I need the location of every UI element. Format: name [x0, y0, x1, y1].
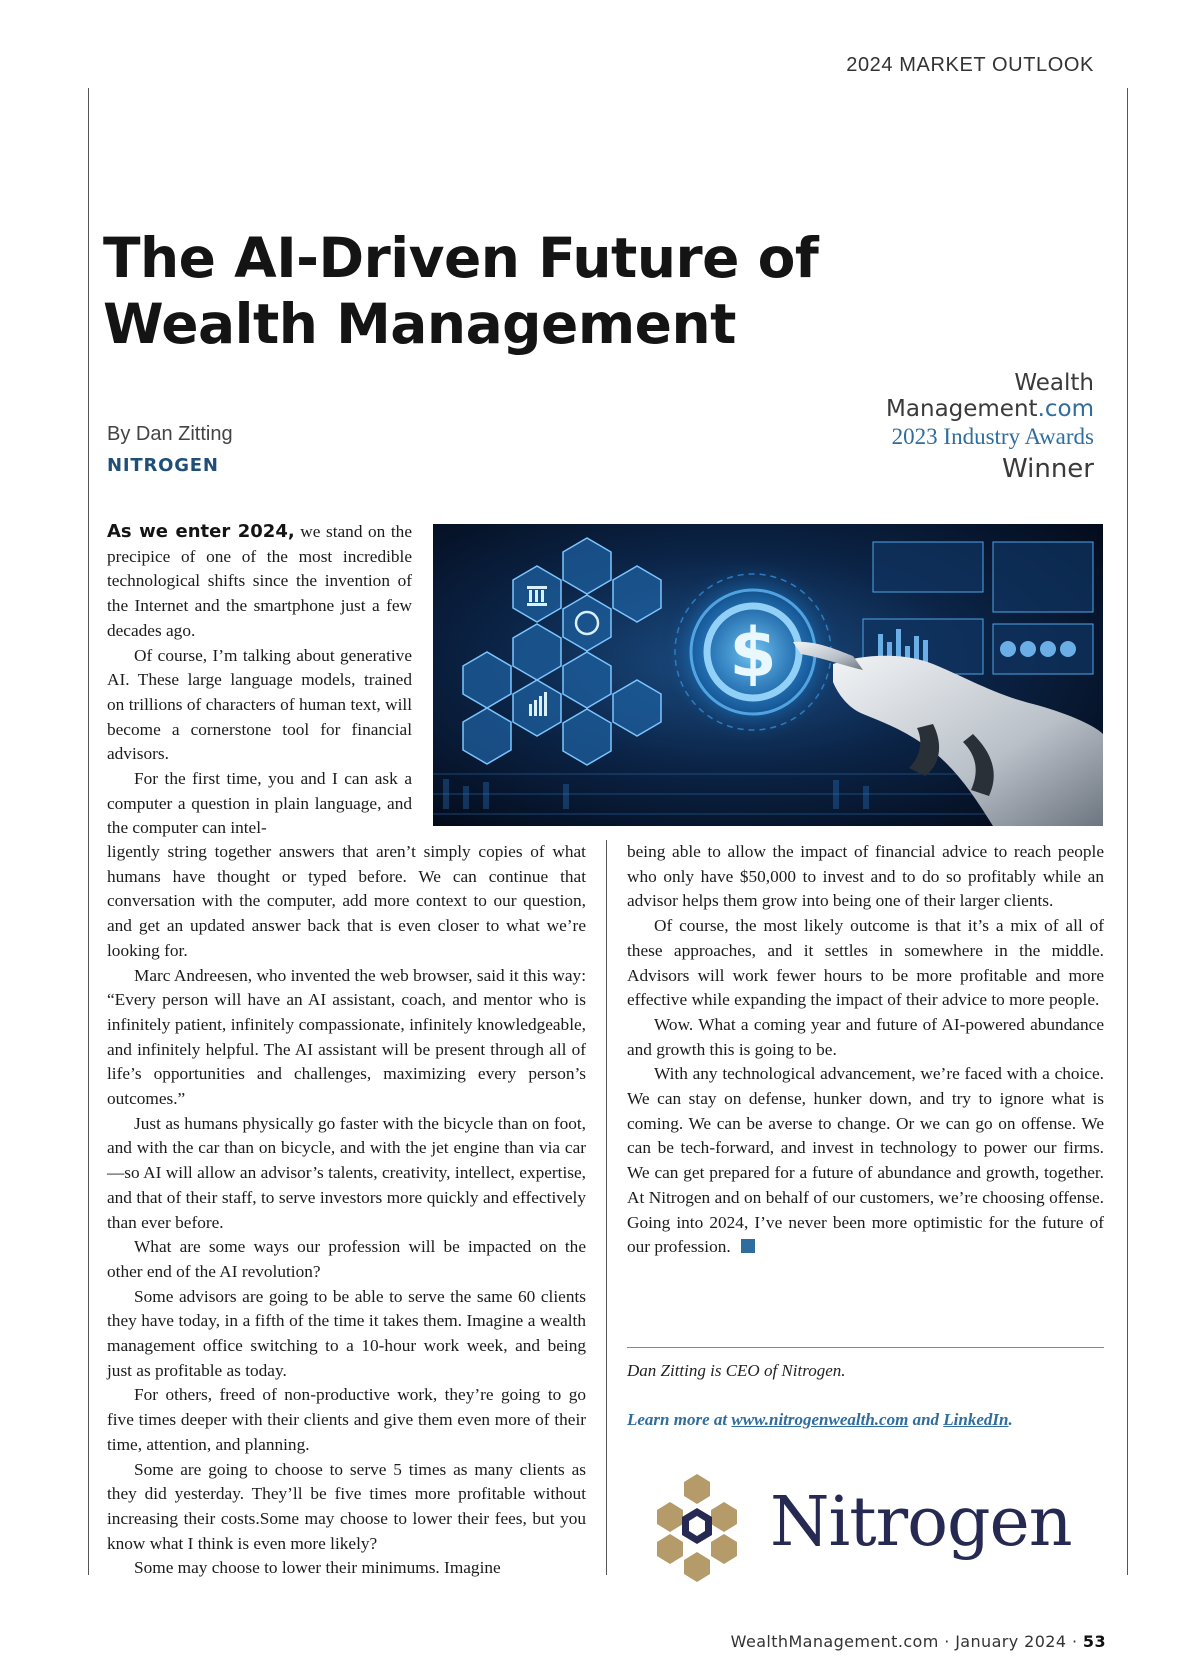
body-paragraph: Wow. What a coming year and future of AI-powered abundance and growth this is going to be.: [627, 1014, 1104, 1059]
award-line-4: Winner: [1001, 454, 1094, 484]
award-line-2: Management.com: [886, 396, 1094, 422]
body-paragraph: Marc Andreesen, who invented the web browser, said it this way: “Every person will have an AI assistant, coach, and mentor who is infinitely patient, infinitely compassionate, infinitely knowledgeable, and infinitely helpful. The AI assistant will be present through all of life’s opportunities and challenges, maximizing every person’s outcomes.”: [107, 965, 586, 1109]
body-paragraph: Some are going to choose to serve 5 times as many clients as they did yesterday. They’ll be five times more profitable without increasing their costs.Some may choose to lower their fees, but you know what I think is even more likely?: [107, 1459, 586, 1553]
body-paragraph: Some advisors are going to be able to serve the same 60 clients they have today, in a fifth of the time it takes them. Imagine a wealth management office switching to a 10-hour work week, and being just as profitable as today.: [107, 1286, 586, 1380]
body-paragraph: For others, freed of non-productive work, they’re going to go five times deeper with their clients and give them even more of their time, attention, and planning.: [107, 1385, 586, 1454]
award-line-1: Wealth: [1014, 370, 1094, 396]
page-number: 53: [1082, 1632, 1106, 1651]
linkedin-link[interactable]: LinkedIn: [943, 1410, 1009, 1429]
column-divider: [606, 840, 607, 1575]
body-paragraph: Some may choose to lower their minimums. Imagine: [134, 1558, 501, 1578]
nitrogen-wordmark: Nitrogen: [770, 1483, 1072, 1562]
ai-robot-hand-dollar-image: [433, 524, 1103, 826]
left-margin-rule: [88, 88, 89, 1575]
lead-in: As we enter 2024,: [107, 521, 295, 542]
author-company: NITROGEN: [107, 455, 219, 476]
body-paragraph: Of course, the most likely outcome is that it’s a mix of all of these approaches, and it settles in somewhere in the middle. Advisors will work fewer hours to be more profitable and more effective while expanding the impact of their advice to more people.: [627, 916, 1104, 1010]
body-paragraph: What are some ways our profession will be impacted on the other end of the AI revolution?: [107, 1237, 586, 1281]
page-footer: WealthManagement.com · January 2024 · 53: [730, 1632, 1106, 1651]
body-paragraph: being able to allow the impact of financial advice to reach people who only have $50,000 to invest and to do so profitably while an advisor helps them grow into being one of their larger clients.: [627, 842, 1104, 911]
byline: By Dan Zitting: [107, 423, 233, 445]
body-paragraph: Just as humans physically go faster with the bicycle than on foot, and with the car than on bicycle, and with the jet engine than via car—so AI will allow an advisor’s talents, creativity, intellect, expertise, and that of their staff, to serve investors more quickly and effectively than ever before.: [107, 1113, 586, 1232]
right-column: [627, 840, 1104, 1260]
right-margin-rule: [1127, 88, 1128, 1575]
author-divider: [627, 1347, 1104, 1348]
dollar-symbol: $: [729, 614, 777, 693]
section-label: 2024 MARKET OUTLOOK: [846, 54, 1094, 76]
end-of-article-mark: [741, 1239, 755, 1253]
award-badge: [886, 370, 1094, 486]
learn-more-line: Learn more at www.nitrogenwealth.com and LinkedIn.: [627, 1410, 1013, 1429]
title-line-1: The AI-Driven Future of: [103, 226, 819, 290]
nitrogen-website-link[interactable]: www.nitrogenwealth.com: [731, 1410, 909, 1429]
left-column-bottom: [107, 840, 586, 1581]
body-paragraph: ligently string together answers that aren’t simply copies of what humans have thought or typed before. We can continue that conversation with the computer, add more context to our question, and get an updated answer back that is even closer to what we’re looking for.: [107, 842, 586, 960]
author-bio: Dan Zitting is CEO of Nitrogen.: [627, 1361, 846, 1380]
body-paragraph: Of course, I’m talking about generative AI. These large language models, trained on trillions of characters of human text, will become a cornerstone tool for financial advisors.: [107, 645, 412, 764]
closing-paragraph: With any technological advancement, we’re faced with a choice. We can stay on defense, hunker down, and try to ignore what is coming. We can be averse to change. Or we can go on offense. We can be tech-forward, and invest in technology to power our firms. We can get prepared for a future of abundance and growth, together. At Nitrogen and on behalf of our customers, we’re choosing offense. Going into 2024, I’ve never been more optimistic for the future of our profession.: [627, 1064, 1104, 1257]
award-line-3: 2023 Industry Awards: [891, 424, 1094, 449]
left-column-top: [107, 520, 412, 841]
title-line-2: Wealth Management: [103, 292, 736, 356]
intro-paragraph: As we enter 2024, we stand on the precipice of one of the most incredible technological shifts since the invention of the Internet and the smartphone just a few decades ago.: [107, 521, 412, 640]
body-paragraph: For the first time, you and I can ask a computer a question in plain language, and the computer can intel-: [107, 769, 412, 838]
article-title: [103, 225, 883, 357]
